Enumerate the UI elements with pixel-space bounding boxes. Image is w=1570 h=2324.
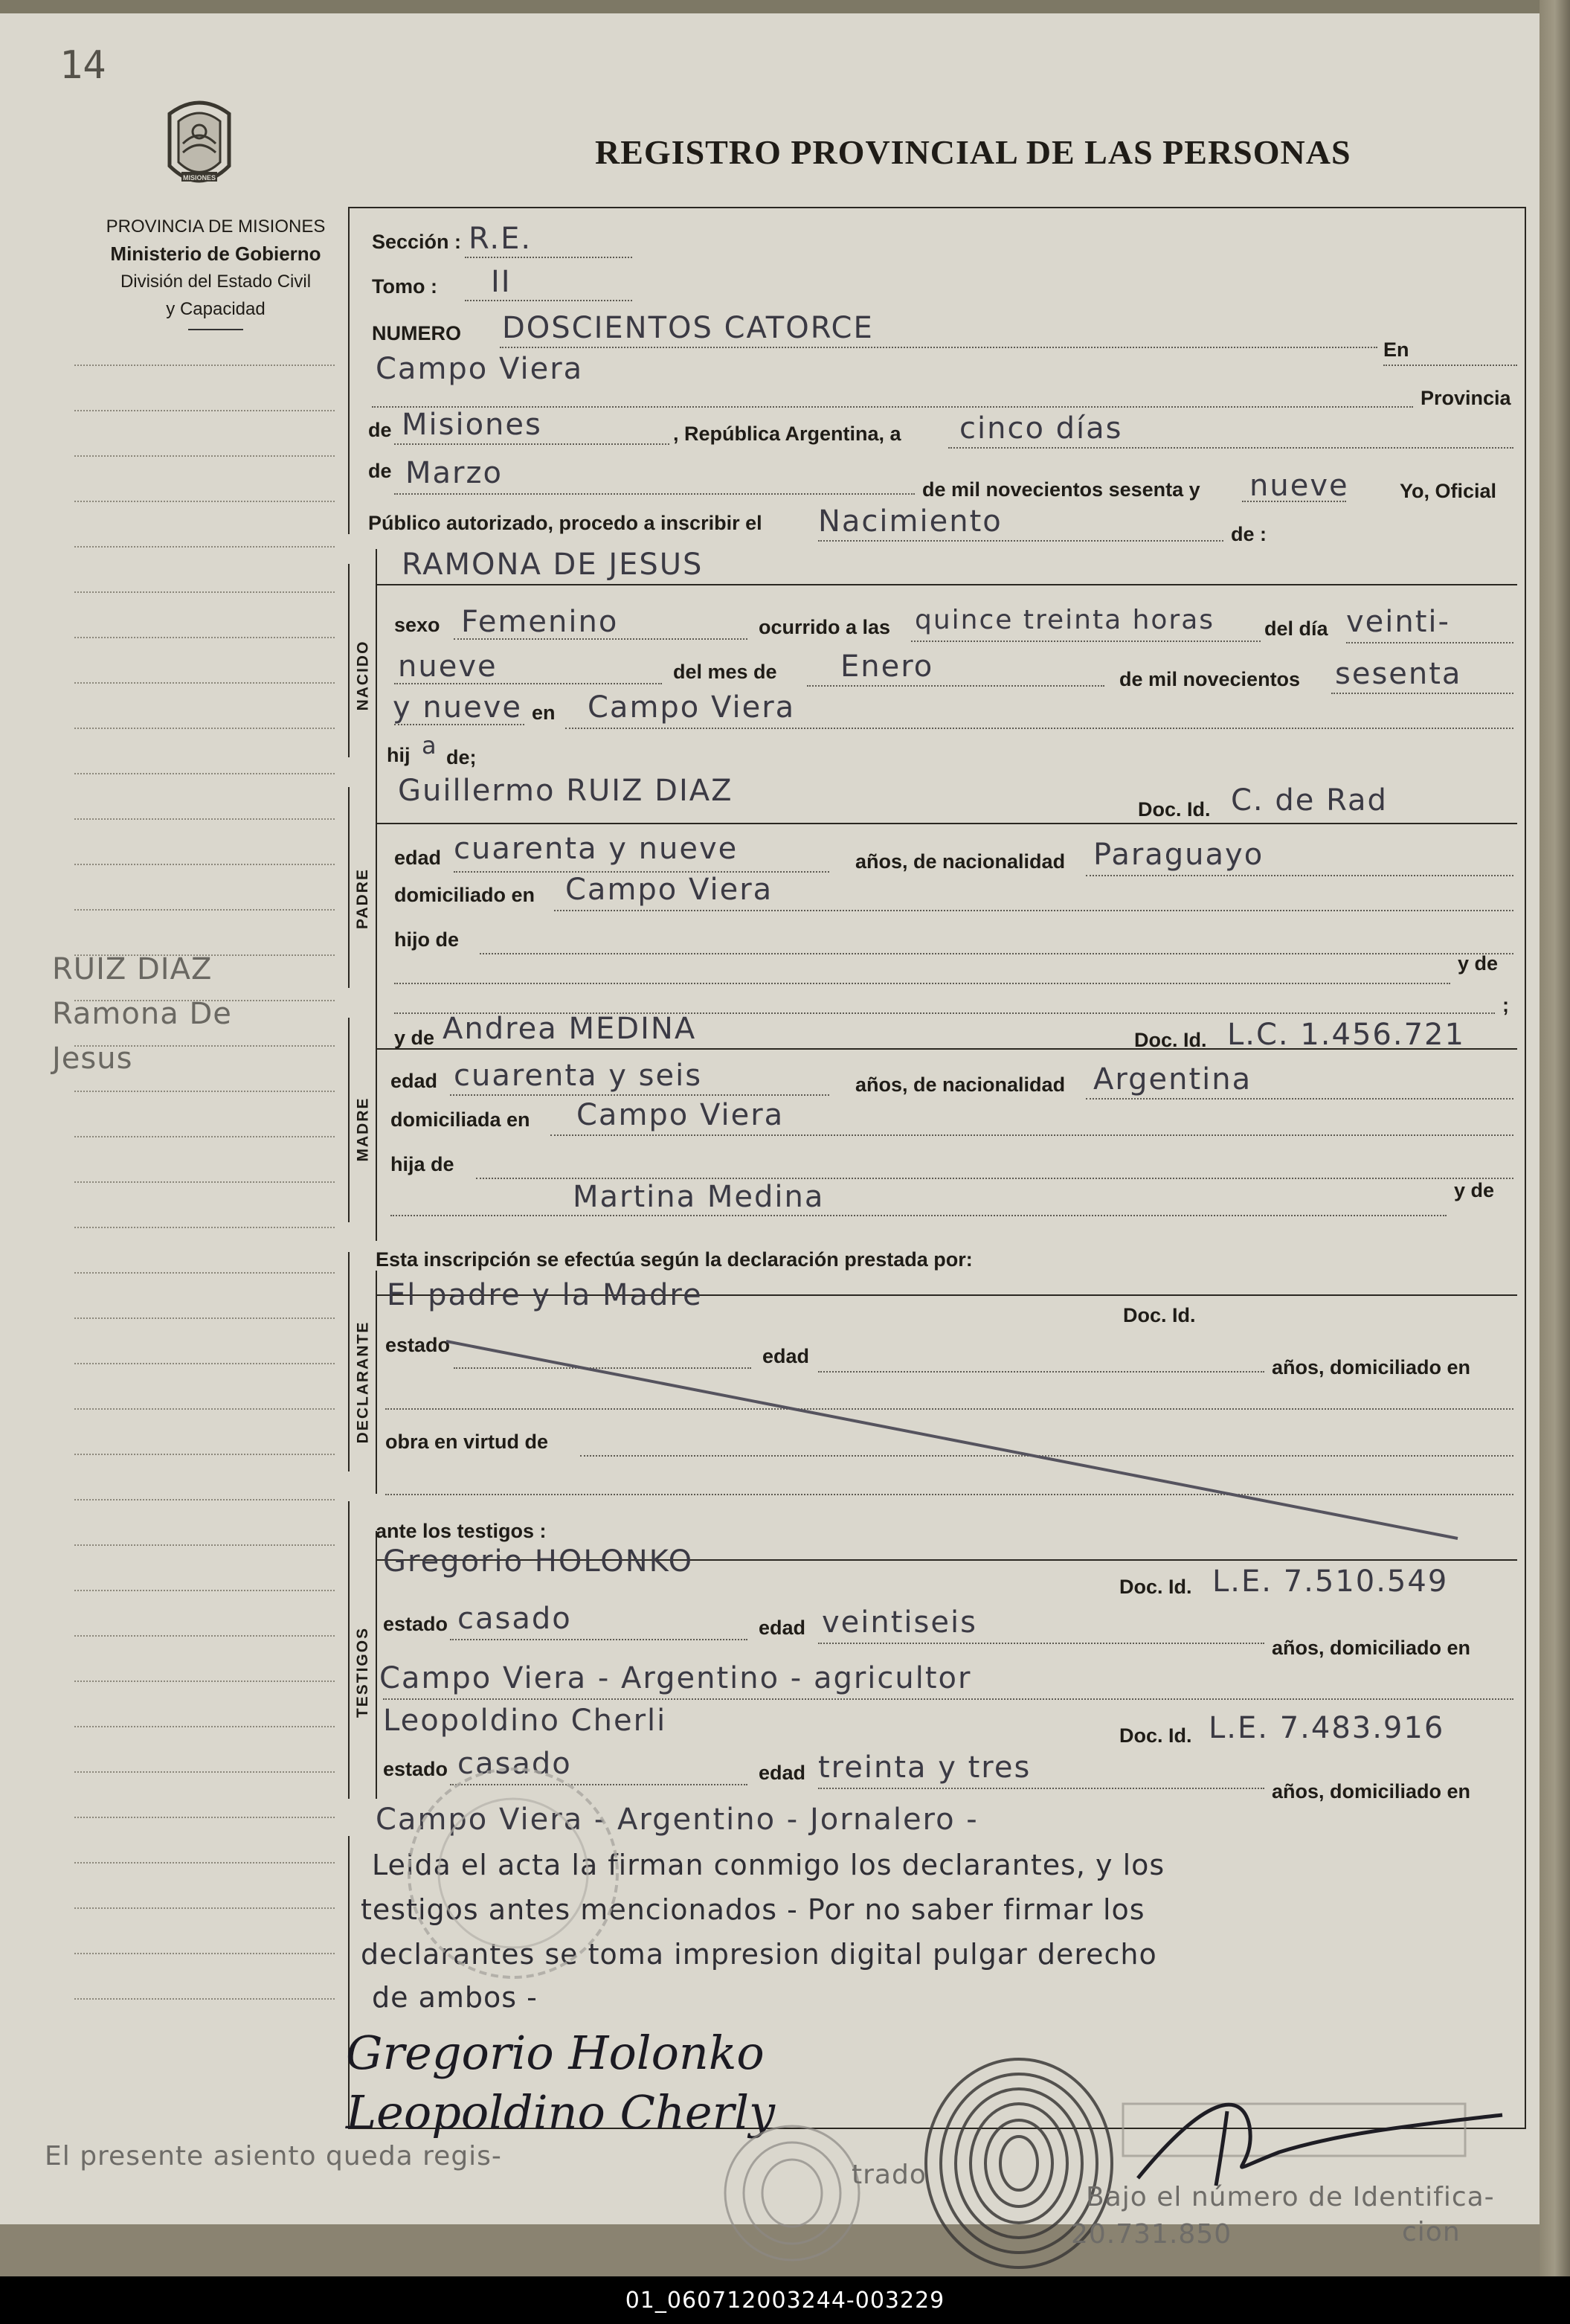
value-lugar-nac: Campo Viera [588, 690, 796, 725]
pencil-note-line-1: El presente asiento queda regis- [45, 2141, 502, 2171]
margin-line [74, 546, 335, 548]
signature-testigo1: Gregorio Holonko [346, 2026, 765, 2080]
nacido-side-rule [376, 549, 377, 780]
section-testigos: TESTIGOS [354, 1626, 371, 1718]
margin-line [74, 1227, 335, 1228]
note-line-1: Leida el acta la firman conmigo los declarantes, y los [372, 1849, 1165, 1881]
value-testigo2-edad: treinta y tres [818, 1750, 1032, 1785]
margin-line [74, 637, 335, 638]
margin-line [74, 1726, 335, 1727]
office-capacity: y Capacidad [166, 299, 266, 319]
margin-line [74, 1136, 335, 1137]
province-crest-icon [162, 92, 237, 203]
section-padre: PADRE [354, 868, 372, 929]
value-padre-edad: cuarenta y nueve [454, 832, 739, 866]
label-domiciliado-padre: domiciliado en [394, 884, 535, 906]
label-anos-dom-testigo1: años, domiciliado en [1272, 1637, 1471, 1659]
line-hija-de-2 [390, 1215, 1447, 1216]
value-madre-nacionalidad: Argentina [1093, 1062, 1252, 1097]
margin-line [74, 1544, 335, 1546]
line-hija-de [476, 1178, 1513, 1179]
label-doc-madre: Doc. Id. [1134, 1029, 1207, 1051]
label-hijo-de: hijo de [394, 928, 459, 951]
value-testigo1-estado: casado [457, 1602, 572, 1636]
value-declarante: El padre y la Madre [387, 1278, 703, 1312]
registry-title: REGISTRO PROVINCIAL DE LAS PERSONAS [595, 133, 1351, 171]
line-provincia [394, 443, 669, 445]
label-nac-madre: años, de nacionalidad [855, 1073, 1066, 1096]
line-hora [911, 641, 1261, 642]
frame-gap [345, 757, 351, 787]
line-dom-madre [550, 1134, 1513, 1136]
section-declarante: DECLARANTE [354, 1320, 372, 1444]
label-en: En [1383, 338, 1409, 361]
label-obra: obra en virtud de [385, 1431, 549, 1453]
label-doc-testigo2: Doc. Id. [1119, 1724, 1192, 1747]
margin-line [74, 1590, 335, 1591]
label-tomo: Tomo : [372, 275, 437, 298]
margin-line [74, 1771, 335, 1773]
label-y-de-padre: y de [1458, 952, 1499, 975]
value-anio: nueve [1249, 469, 1349, 503]
margin-given-name-2: Jesus [52, 1041, 133, 1076]
value-nombre-nacido: RAMONA DE JESUS [402, 548, 704, 582]
line-numero [500, 347, 1377, 348]
label-del-mes: del mes de [673, 661, 777, 683]
signature-testigo2: Leopoldino Cherly [346, 2085, 776, 2140]
value-acto: Nacimiento [818, 504, 1003, 539]
value-madre-domicilio: Campo Viera [576, 1098, 785, 1132]
value-mes: Marzo [405, 456, 503, 490]
margin-line [74, 501, 335, 502]
margin-line [74, 682, 335, 684]
label-ocurrido: ocurrido a las [759, 616, 891, 638]
label-anos-dom-testigo2: años, domiciliado en [1272, 1780, 1471, 1803]
margin-line [74, 1317, 335, 1319]
label-y-de-madre-2: y de [1454, 1179, 1495, 1201]
value-provincia: Misiones [402, 408, 542, 442]
value-madre-hija-de: Martina Medina [573, 1180, 825, 1214]
line-acto [818, 540, 1223, 542]
value-padre-domicilio: Campo Viera [565, 873, 773, 907]
value-dia-nac-1: veinti- [1346, 605, 1450, 639]
line-tomo [465, 300, 632, 301]
label-anos-dom-declarante: años, domiciliado en [1272, 1356, 1471, 1378]
label-hija-de: hija de [390, 1153, 454, 1175]
value-testigo1-nombre: Gregorio HOLONKO [383, 1544, 694, 1579]
line-hijo-de-2 [394, 983, 1450, 984]
value-numero: DOSCIENTOS CATORCE [502, 311, 874, 345]
label-doc-declarante: Doc. Id. [1123, 1304, 1196, 1326]
label-de-provincia: de [368, 419, 392, 441]
label-estado-testigo2: estado [383, 1758, 448, 1780]
pencil-note-number: 20.731.850 [1071, 2219, 1232, 2250]
value-seccion: R.E. [469, 222, 533, 256]
label-hij: hij [387, 744, 411, 766]
cancel-stroke [446, 1338, 1465, 1546]
line-nac-madre [1086, 1098, 1513, 1100]
label-de-mil-novecientos-sesenta: de mil novecientos sesenta y [922, 478, 1200, 501]
office-block [71, 213, 361, 330]
label-de-colon: de : [1231, 523, 1267, 545]
value-anio-nac-1: sesenta [1335, 657, 1462, 691]
value-mes-nac: Enero [840, 649, 934, 684]
svg-text:MISIONES: MISIONES [182, 174, 216, 182]
line-estado-testigo1 [450, 1639, 747, 1640]
label-edad-padre: edad [394, 847, 442, 869]
margin-line [74, 1363, 335, 1364]
line-dia [948, 447, 1513, 449]
frame-gap [345, 1799, 351, 1836]
register-page [0, 13, 1540, 2250]
line-hijo-de [480, 953, 1513, 954]
label-esta-inscripcion: Esta inscripción se efectúa según la declaración prestada por: [376, 1248, 973, 1271]
value-padre-nombre: Guillermo RUIZ DIAZ [398, 774, 733, 808]
margin-line [74, 1862, 335, 1864]
margin-line [74, 591, 335, 593]
margin-line [74, 1408, 335, 1410]
line-dom-padre [554, 910, 1513, 911]
label-seccion: Sección : [372, 231, 462, 253]
line-mes-nac [807, 685, 1104, 687]
section-madre: MADRE [354, 1097, 371, 1162]
book-binding-top [0, 0, 1570, 13]
margin-line [74, 1953, 335, 1954]
label-edad-declarante: edad [762, 1345, 810, 1367]
label-edad-testigo1: edad [759, 1617, 806, 1639]
label-yo-oficial: Yo, Oficial [1400, 480, 1497, 502]
madre-side-rule [376, 1018, 377, 1241]
margin-line [74, 1181, 335, 1183]
value-madre-doc: L.C. 1.456.721 [1227, 1018, 1465, 1052]
official-stamp-icon [402, 1743, 625, 2003]
value-hij-suffix: a [422, 731, 438, 760]
margin-line [74, 1272, 335, 1274]
line-edad-madre [450, 1094, 829, 1096]
line-anio-nac [1331, 693, 1513, 694]
value-anio-nac-2: y nueve [393, 690, 522, 725]
label-del-dia: del día [1264, 617, 1328, 640]
margin-line [74, 818, 335, 820]
margin-line [74, 773, 335, 774]
padre-top-rule [376, 823, 1517, 824]
label-de-mil-novecientos: de mil novecientos [1119, 668, 1301, 690]
label-en-nac: en [532, 702, 556, 724]
label-de-semi: de; [446, 746, 477, 768]
margin-line [74, 365, 335, 366]
label-republica: , República Argentina, a [673, 423, 901, 445]
margin-line [74, 1499, 335, 1500]
margin-given-name: Ramona De [52, 997, 232, 1031]
section-nacido: NACIDO [354, 640, 371, 711]
value-testigo2-doc: L.E. 7.483.916 [1209, 1711, 1445, 1745]
office-rule [188, 329, 243, 330]
value-testigo2-nombre: Leopoldino Cherli [383, 1704, 667, 1738]
value-hora: quince treinta horas [915, 605, 1215, 635]
value-madre-nombre: Andrea MEDINA [443, 1012, 697, 1046]
label-estado-declarante: estado [385, 1334, 451, 1356]
frame-gap [345, 1222, 351, 1252]
label-estado-testigo1: estado [383, 1613, 448, 1635]
margin-line [74, 1454, 335, 1455]
scan-file-id: 01_060712003244-003229 [0, 2276, 1570, 2324]
office-province: PROVINCIA DE MISIONES [106, 216, 326, 237]
note-line-3: declarantes se toma impresion digital pulgar derecho [361, 1938, 1157, 1971]
value-testigo1-edad: veintiseis [822, 1605, 977, 1640]
margin-line [74, 410, 335, 411]
value-testigo1-domicilio: Campo Viera - Argentino - agricultor [379, 1661, 972, 1695]
margin-line [74, 455, 335, 457]
line-lugar-nac [565, 728, 1513, 729]
margin-line [74, 1635, 335, 1637]
label-de-mes: de [368, 460, 392, 482]
value-testigo2-domicilio: Campo Viera - Argentino - Jornalero - [376, 1803, 979, 1837]
margin-surname: RUIZ DIAZ [52, 952, 213, 986]
value-padre-doc: C. de Rad [1231, 783, 1388, 818]
nacido-top-rule [376, 584, 1517, 585]
value-dia: cinco días [959, 411, 1123, 446]
line-edad-testigo1 [818, 1643, 1264, 1644]
frame-gap [345, 988, 351, 1018]
label-domiciliada-madre: domiciliada en [390, 1108, 530, 1131]
line-dia-nac [1346, 642, 1513, 643]
book-spine [1540, 0, 1570, 2276]
declarante-side-rule [376, 1271, 377, 1494]
value-dia-nac-2: nueve [398, 649, 498, 684]
label-numero: NUMERO [372, 322, 461, 344]
label-y-de-madre: y de [394, 1027, 435, 1049]
label-semicolon: ; [1502, 994, 1509, 1016]
label-doc-padre: Doc. Id. [1138, 798, 1211, 821]
page-number: 14 [59, 43, 106, 88]
pencil-note-line-1b: trado [852, 2160, 927, 2190]
line-en [1383, 365, 1517, 366]
value-testigo1-doc: L.E. 7.510.549 [1212, 1564, 1449, 1599]
margin-line [74, 728, 335, 729]
line-dom-testigo1 [383, 1698, 1513, 1700]
line-edad-testigo2 [818, 1788, 1264, 1789]
value-tomo: II [491, 265, 512, 299]
value-madre-edad: cuarenta y seis [454, 1059, 703, 1093]
margin-line [74, 1907, 335, 1909]
label-edad-madre: edad [390, 1070, 438, 1092]
office-ministry: Ministerio de Gobierno [110, 243, 321, 265]
line-nac-padre [1086, 875, 1513, 876]
margin-line [74, 864, 335, 865]
label-nac-padre: años, de nacionalidad [855, 850, 1066, 873]
value-lugar: Campo Viera [376, 352, 584, 386]
pencil-note-line-3b: cion [1402, 2217, 1461, 2247]
margin-line [74, 1091, 335, 1092]
label-provincia: Provincia [1421, 387, 1511, 409]
testigos-side-rule [376, 1531, 377, 1799]
pencil-note-line-2: Bajo el número de Identifica- [1086, 2182, 1495, 2212]
note-line-2: testigos antes mencionados - Por no saber firmar los [361, 1893, 1145, 1926]
line-seccion [465, 257, 632, 258]
frame-gap [345, 1471, 351, 1501]
label-doc-testigo1: Doc. Id. [1119, 1576, 1192, 1598]
padre-side-rule [376, 780, 377, 1018]
frame-gap [345, 534, 351, 564]
line-mes [394, 493, 915, 495]
margin-line [74, 1817, 335, 1818]
label-edad-testigo2: edad [759, 1762, 806, 1784]
label-ante-testigos: ante los testigos : [376, 1520, 547, 1542]
value-testigo2-estado: casado [457, 1747, 572, 1781]
note-line-4: de ambos - [372, 1981, 538, 2014]
margin-line [74, 909, 335, 911]
value-padre-nacionalidad: Paraguayo [1093, 838, 1264, 872]
thumbprint-faint-icon [714, 2119, 870, 2267]
value-sexo: Femenino [461, 605, 619, 639]
office-division: División del Estado Civil [120, 272, 312, 292]
margin-line [74, 1681, 335, 1682]
margin-line [74, 1998, 335, 2000]
label-publico: Público autorizado, procedo a inscribir el [368, 512, 762, 534]
label-sexo: sexo [394, 614, 440, 636]
